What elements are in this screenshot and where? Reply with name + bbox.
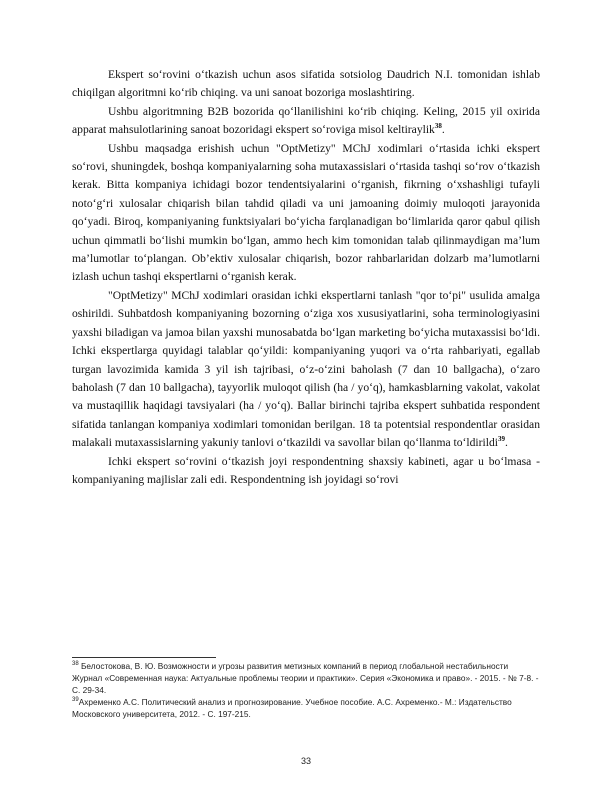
paragraph-2 (72, 103, 540, 140)
paragraph-4-end: . (504, 436, 508, 450)
paragraph-4 (72, 287, 540, 453)
paragraph-2-end: . (441, 123, 445, 137)
footnote-39-number: 39 (72, 697, 79, 704)
footnotes (72, 660, 540, 720)
paragraph-1-text: Ekspert so‘rovini o‘tkazish uchun asos sifatida sotsiolog Daudrich N.I. tomonidan ishlab chiqilgan algoritmni ko‘rib chiqing. va uni sanoat bozoriga moslashtiring. (72, 68, 540, 100)
footnote-38-text: Белостокова, В. Ю. Возможности и угрозы развития метизных компаний в период глобальной нестабильности Журнал «Современная наука: Актуальные проблемы теории и практики». Серия «Экономика и право». - 2015. - № 7-8. - С. 29-34. (72, 661, 539, 695)
page-number: 33 (300, 756, 311, 766)
paragraph-5-text: Ichki ekspert so‘rovini o‘tkazish joyi respondentning shaxsiy kabineti, agar u bo‘lmasa - kompaniyaning majlislar zali edi. Respondentning ish joyidagi so‘rovi (72, 454, 540, 486)
body-text (72, 66, 540, 489)
paragraph-3 (72, 140, 540, 287)
paragraph-4-text: "OptMetizy" MChJ xodimlari orasidan ichki ekspertlarni tanlash "qor to‘pi" usulida amalga oshirildi. Suhbatdosh kompaniyaning bozorning o‘ziga xos xususiyatlarini, soha terminologiyasini yaxshi biladigan va jamoa bilan yaxshi munosabatda bo‘lgan marketing bo‘yicha mutaxassisi bo‘ldi. Ichki ekspertlarga quyidagi talablar qo‘yildi: kompaniyaning yuqori va o‘rta rahbariyati, egallab turgan lavozimida kamida 3 yil ish tajribasi, o‘z-o‘zini baholash (7 dan 10 ballgacha), o‘zaro baholash (7 dan 10 ballgacha), tayyorlik muloqot qilish (ha / yo‘q), hamkasblarning vakolat, vakolat va mustaqillik haqidagi tavsiyalari (ha / yo‘q). Ballar birinchi tajriba ekspert suhbatida respondent sifatida tanlangan kompaniya xodimlari tomonidan berilgan. 18 ta potentsial respondentlar orasidan malakali mutaxassislarning yakuniy tanlovi o‘tkazildi va savollar bilan qo‘llanma to‘ldirildi (72, 288, 540, 450)
footnote-ref-38[interactable]: 38 (434, 122, 442, 131)
footnote-ref-39[interactable]: 39 (497, 435, 505, 444)
paragraph-3-text: Ushbu maqsadga erishish uchun "OptMetizy" MChJ xodimlari o‘rtasida ichki ekspert so‘rovi, shuningdek, boshqa kompaniyalarning soha mutaxassislari o‘rtasida tashqi so‘rov o‘tkazish kerak. Bitta kompaniya ichidagi bozor tendentsiyalarini o‘rganish, fikrning o‘xshashligi tufayli noto‘g‘ri xulosalar chiqarish bilan tahdid qiladi va uni jamoaning doimiy muloqoti jarayonida qo‘yadi. Biroq, kompaniyaning funktsiyalari bo‘yicha farqlanadigan bo‘limlarida qaror qabul qilish uchun qimmatli bo‘lishi mumkin bo‘lgan, ammo hech kim tomonidan talab qilinmaydigan ma’lum ma’lumotlar to‘plangan. Ob’ektiv xulosalar chiqarish, bozor rahbarlaridan dolzarb ma’lumotlarni izlash uchun tashqi ekspertlarni o‘rganish kerak. (72, 141, 540, 284)
paragraph-5 (72, 453, 540, 490)
paragraph-2-text: Ushbu algoritmning B2B bozorida qo‘llanilishini ko‘rib chiqing. Keling, 2015 yil oxirida apparat mahsulotlarining sanoat bozoridagi ekspert so‘roviga misol keltiraylik (72, 104, 540, 137)
footnote-39-text: Ахременко А.С. Политический анализ и прогнозирование. Учебное пособие. А.С. Ахременко.- М.: Издательство Московского университета, 2012. - С. 197-215. (72, 697, 512, 719)
footnote-39 (72, 696, 540, 720)
footnote-38-number: 38 (72, 661, 79, 668)
paragraph-1 (72, 66, 540, 103)
footnote-38 (72, 660, 540, 696)
footnote-separator (72, 657, 216, 658)
